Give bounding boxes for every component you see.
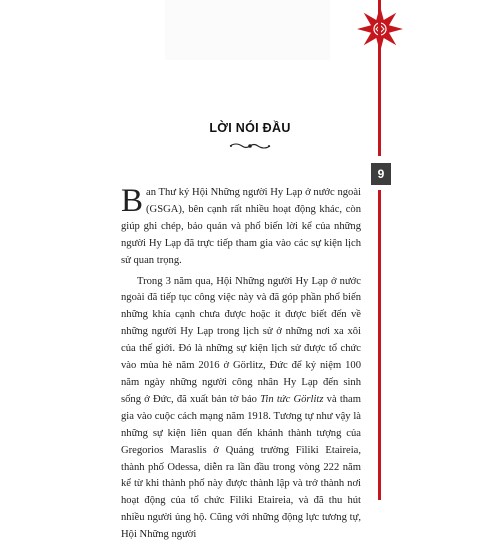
body-text xyxy=(121,185,361,544)
drop-cap: B xyxy=(121,183,144,219)
newspaper-title: Tin tức Görlitz xyxy=(260,393,324,405)
title-ornament-icon xyxy=(228,141,272,151)
paragraph-1-text: an Thư ký Hội Những người Hy Lạp ở nước ngoài (GSGA), bên cạnh rất nhiều hoạt động khác, còn giúp ghi chép, bảo quản và phổ biến lời kể của những người Hy Lạp đã trực tiếp tham gia vào các sự kiện lịch sử quan trọng. xyxy=(121,187,361,266)
header-band xyxy=(165,0,330,60)
page-number-tab xyxy=(371,163,391,185)
page-number: 9 xyxy=(377,167,385,181)
paragraph-2-text-b: và tham gia vào cuộc cách mạng năm 1918. Tương tự như vậy là những sự kiện liên quan đến khánh thành tượng của Gregorios Maraslis ở Quảng trường Filiki Etaireia, thành phố Odessa, diễn ra lần đầu trong vòng 222 năm kể từ khi thành phố này được thành lập và trở thành nơi hoạt động của tổ chức Filiki Etaireia, và đã thu hút nhiều người ủng hộ. Cũng với những động lực tương tự, Hội Những người xyxy=(121,393,361,541)
paragraph-1 xyxy=(121,185,361,270)
paragraph-2 xyxy=(121,274,361,544)
spine-line xyxy=(378,0,381,500)
chapter-title: LỜI NÓI ĐẦU xyxy=(209,121,291,135)
paragraph-2-text-a: Trong 3 năm qua, Hội Những người Hy Lạp ở nước ngoài đã tiếp tục công việc này và đã góp phần phổ biến những khía cạnh chưa được hoặc ít được biết đến về những người Hy Lạp trong lịch sử ở những nơi xa xôi của thế giới. Đó là những sự kiện lịch sử được tổ chức vào mùa hè năm 2016 ở Görlitz, Đức để kỷ niệm 100 năm ngày những người công nhân Hy Lạp đến sinh sống ở Đức, đã xuất bản tờ báo xyxy=(121,275,361,405)
